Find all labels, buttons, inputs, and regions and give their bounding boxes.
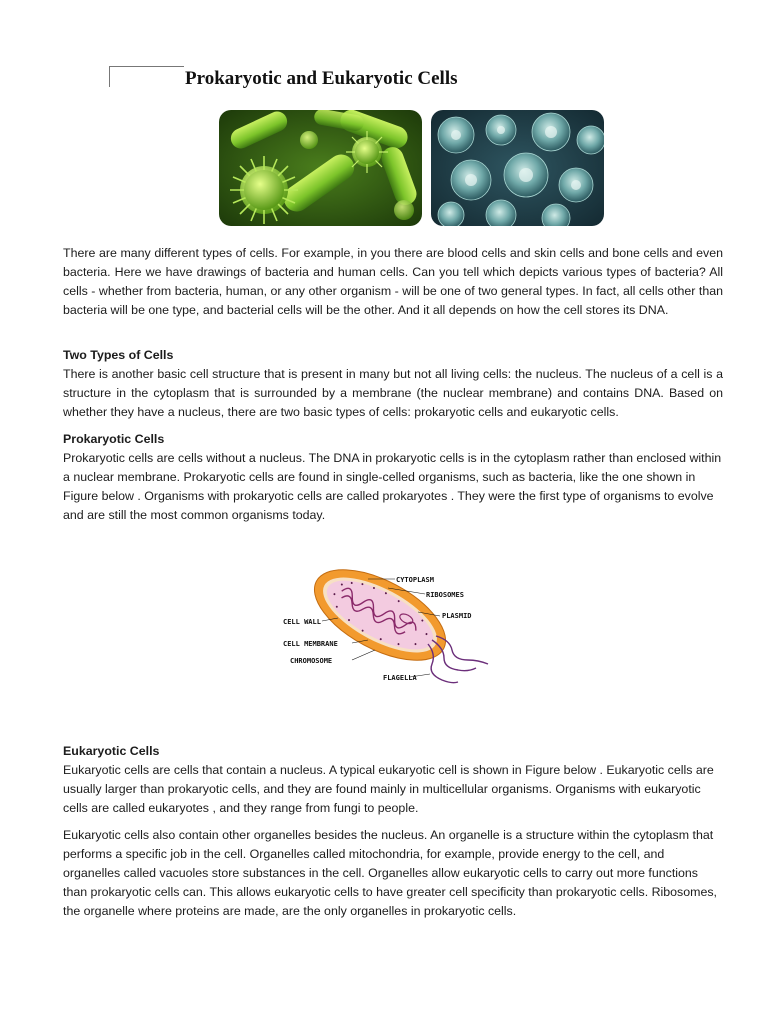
prokaryotic-paragraph: Prokaryotic cells are cells without a nucleus. The DNA in prokaryotic cells is in the cytoplasm rather than enclosed within a nuclear membrane. Prokaryotic cells are found in single-celled organisms, such as bacteria, like the one shown in Figure below . Organisms with prokaryotic cells are called prokaryotes . They were the first type of organisms to evolve and are still the most common organisms today. (63, 451, 722, 522)
label-flagella: FLAGELLA (383, 674, 417, 682)
label-ribosomes: RIBOSOMES (426, 591, 464, 599)
heading-eukaryotic: Eukaryotic Cells (63, 744, 160, 758)
human-cells-photo (431, 110, 604, 226)
label-cell-wall: CELL WALL (283, 618, 321, 626)
eukaryotic-paragraph-2: Eukaryotic cells also contain other organelles besides the nucleus. An organelle is a structure within the cytoplasm that performs a specific job in the cell. Organelles called mitochondria, for example, provide energy to the cell, and organelles called vacuoles store substances in the cell. Organelles allow eukaryotic cells to carry out more functions than prokaryotic cells can. This allows eukaryotic cells to have greater cell specificity than prokaryotic cells. Ribosomes, the organelle where proteins are made, are the only organelles in prokaryotic cells. (63, 828, 717, 918)
intro-paragraph: There are many different types of cells. For example, in you there are blood cells and skin cells and bone cells and even bacteria. Here we have drawings of bacteria and human cells. Can you tell which depicts various types of bacteria? All cells - whether from bacteria, human, or any other organism - will be one of two general types. In fact, all cells other than bacteria will be one type, and bacterial cells will be the other. And it all depends on how the cell stores its DNA. (63, 246, 723, 317)
heading-two-types: Two Types of Cells (63, 348, 174, 362)
label-cytoplasm: CYTOPLASM (396, 576, 434, 584)
label-plasmid: PLASMID (442, 612, 472, 620)
bacteria-photo (219, 110, 422, 226)
label-chromosome: CHROMOSOME (290, 657, 333, 665)
bacteria-illustration (219, 110, 422, 226)
prokaryotic-cell-diagram (280, 560, 510, 690)
heading-prokaryotic: Prokaryotic Cells (63, 432, 165, 446)
cells-illustration (431, 110, 604, 226)
flagella (428, 636, 488, 683)
title-box-outline (109, 66, 184, 87)
eukaryotic-paragraph-1: Eukaryotic cells are cells that contain a nucleus. A typical eukaryotic cell is shown in Figure below . Eukaryotic cells are usually larger than prokaryotic cells, and they are found mainly in multicellular organisms. Organisms with eukaryotic cells are called eukaryotes , and they range from fungi to people. (63, 763, 714, 815)
two-types-paragraph: There is another basic cell structure that is present in many but not all living cells: the nucleus. The nucleus of a cell is a structure in the cytoplasm that is surrounded by a membrane (the nuclear membrane) and contains DNA. Based on whether they have a nucleus, there are two basic types of cells: prokaryotic cells and eukaryotic cells. (63, 367, 723, 419)
page-title: Prokaryotic and Eukaryotic Cells (185, 68, 458, 89)
label-cell-membrane: CELL MEMBRANE (283, 640, 338, 648)
